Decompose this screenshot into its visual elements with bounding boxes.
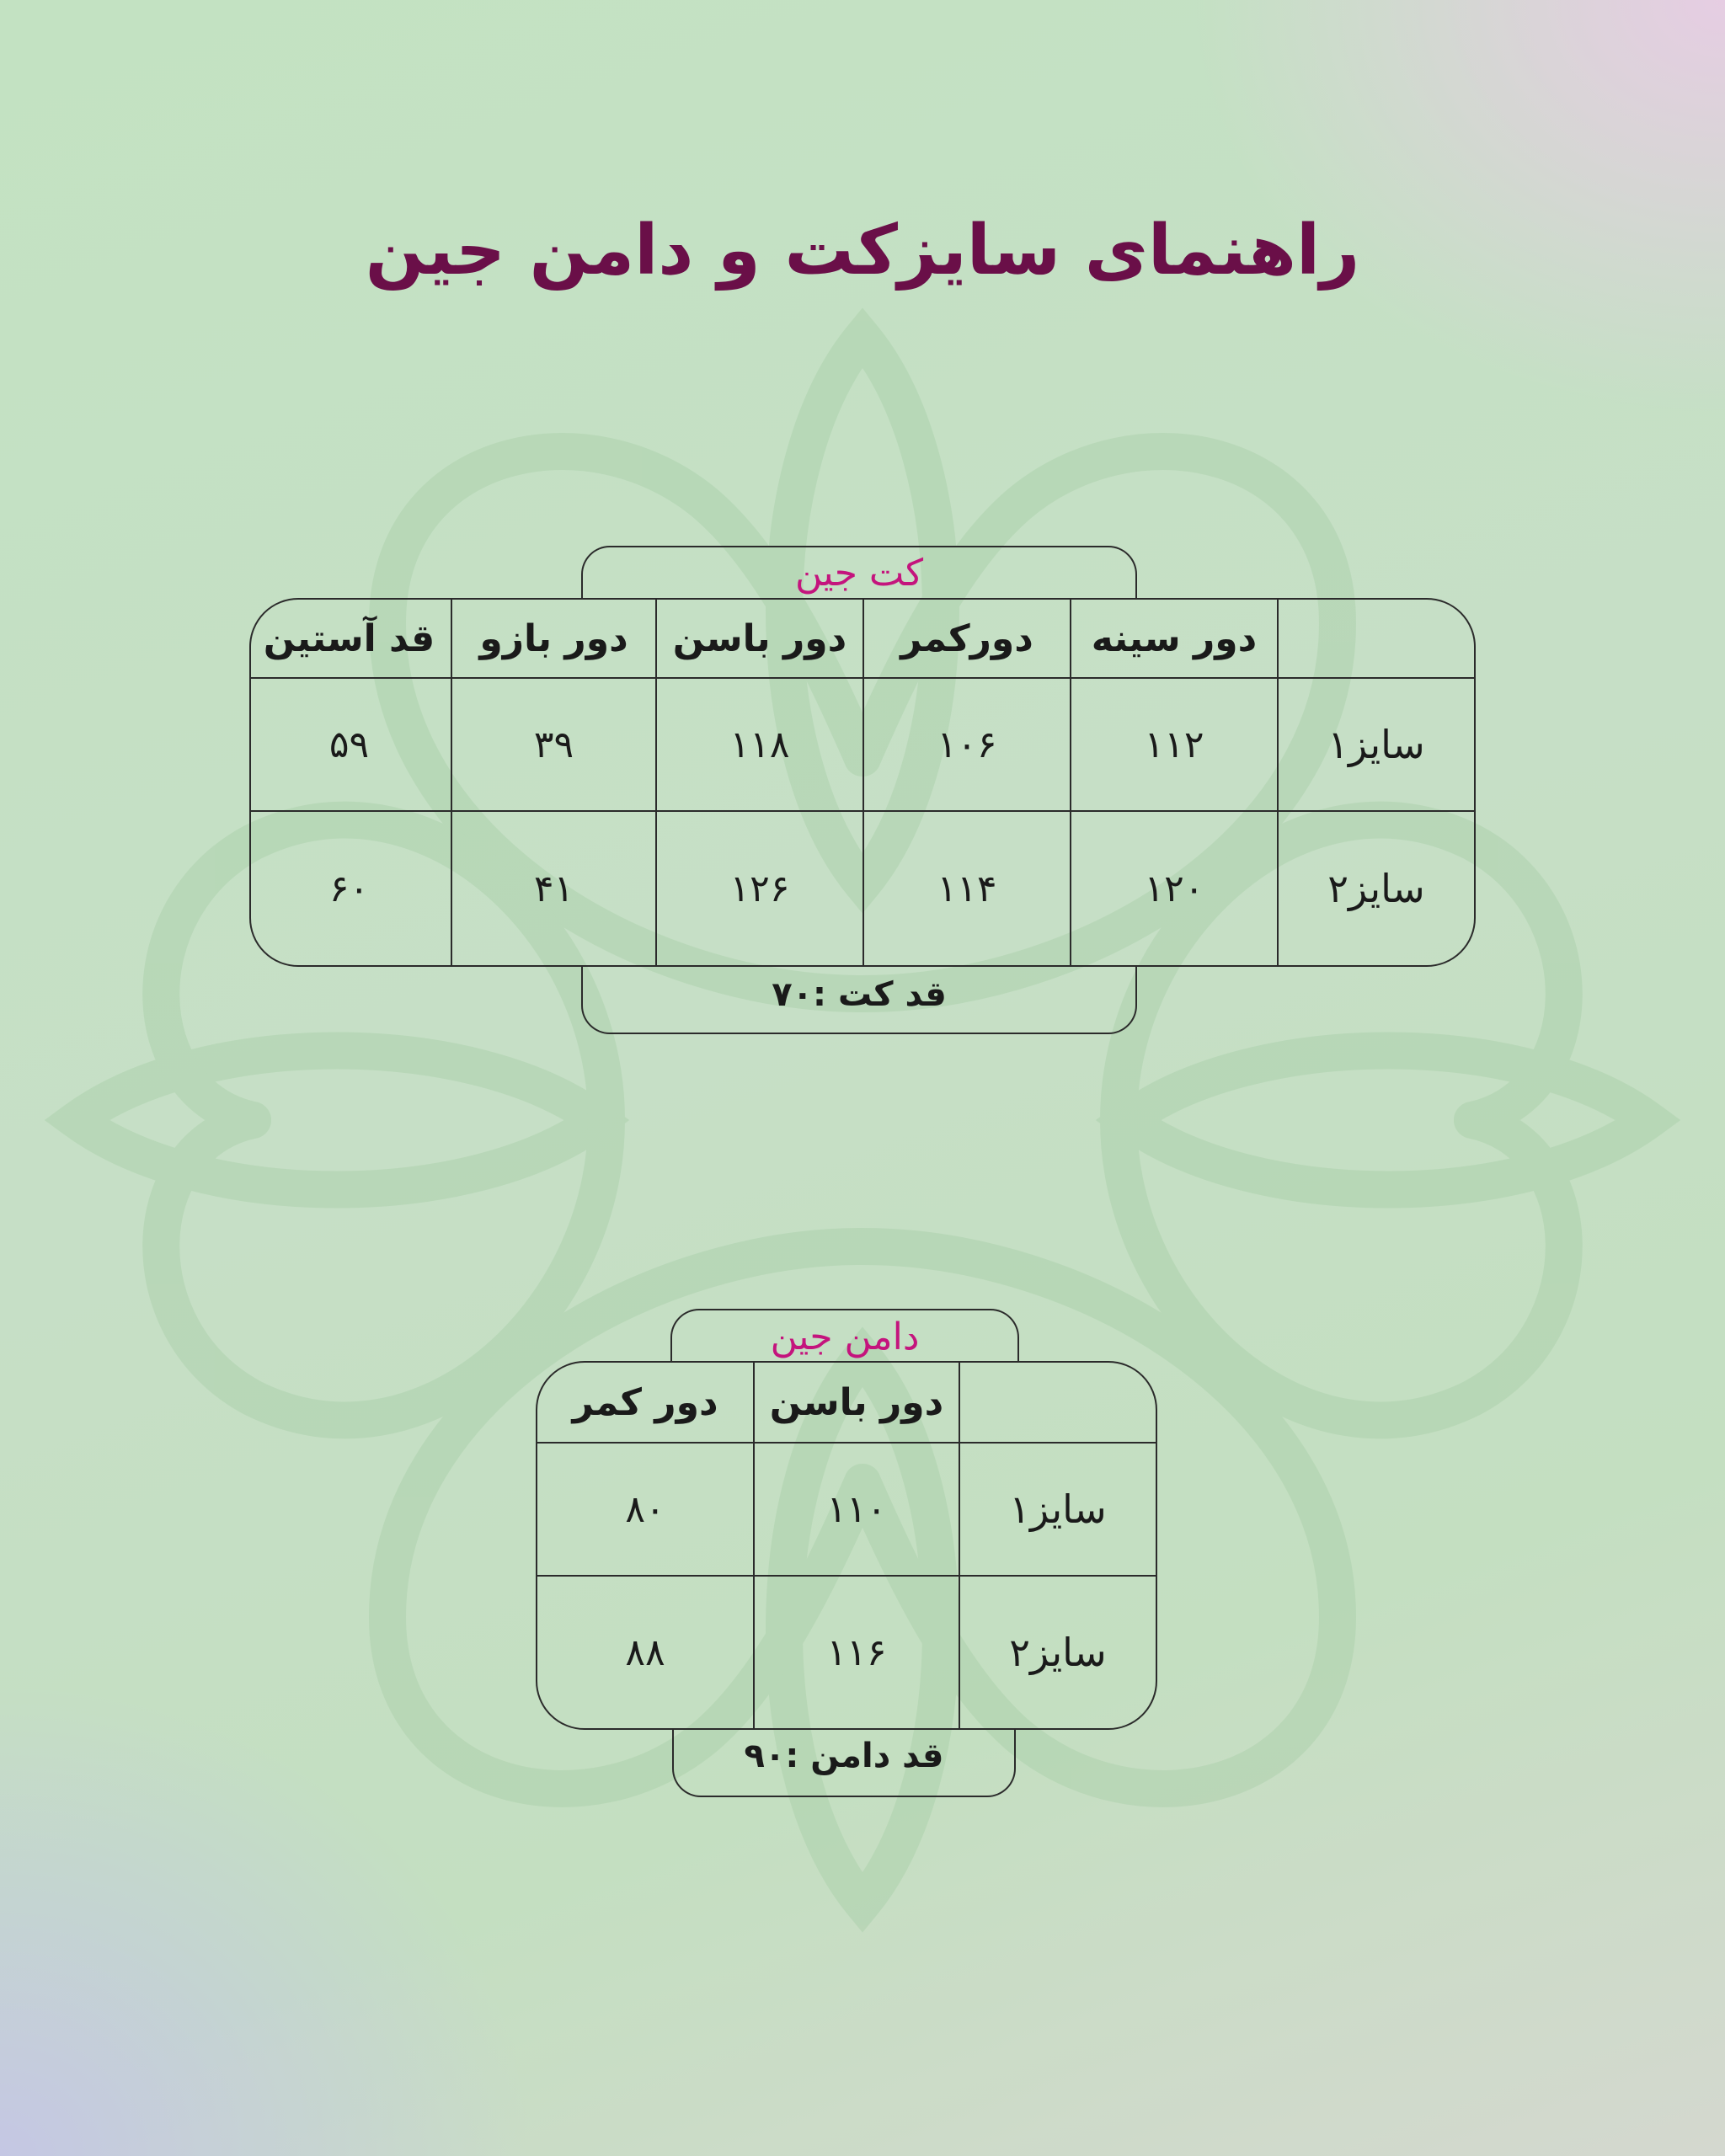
table-cell: ۳۹ [451,677,655,810]
row-label-size2: سایز۲ [1277,810,1474,965]
page-title: راهنمای سایزکت و دامن جین [365,211,1360,291]
skirt-length: قد دامن :۹۰ [744,1737,944,1775]
table-cell: ۱۲۶ [655,810,862,965]
row-label-size1: سایز۱ [1277,677,1474,810]
table-cell: ۱۱۰ [753,1442,959,1575]
jacket-size-table [249,598,1476,967]
header-corner [959,1363,1156,1442]
table-cell: ۵۹ [249,677,451,810]
table-cell: ۸۸ [537,1575,753,1728]
skirt-table-title [670,1309,1019,1363]
header-arm: دور بازو [451,600,655,677]
skirt-size-table [536,1361,1157,1730]
table-cell: ۴۱ [451,810,655,965]
skirt-name: دامن جین [770,1315,920,1358]
row-label-size2: سایز۲ [959,1575,1156,1728]
table-cell: ۱۱۴ [862,810,1070,965]
jacket-length: قد کت :۷۰ [772,975,947,1014]
header-waist: دورکمر [862,600,1070,677]
jacket-table-title [581,546,1137,600]
table-cell: ۶۰ [249,810,451,965]
table-cell: ۱۱۸ [655,677,862,810]
table-cell: ۸۰ [537,1442,753,1575]
jacket-name: کت جین [794,552,924,595]
header-waist: دور کمر [572,1380,718,1424]
table-cell: ۱۱۲ [1070,677,1277,810]
table-cell: ۱۲۰ [1070,810,1277,965]
header-sleeve-length: قد آستین [263,616,435,660]
jacket-length-note [581,965,1137,1034]
table-cell: ۱۰۶ [862,677,1070,810]
header-corner [1277,600,1474,677]
row-label-size1: سایز۱ [959,1442,1156,1575]
header-hip: دور باسن [753,1363,959,1442]
header-hip: دور باسن [655,600,862,677]
table-cell: ۱۱۶ [753,1575,959,1728]
header-chest: دور سینه [1070,600,1277,677]
skirt-length-note [672,1728,1016,1797]
